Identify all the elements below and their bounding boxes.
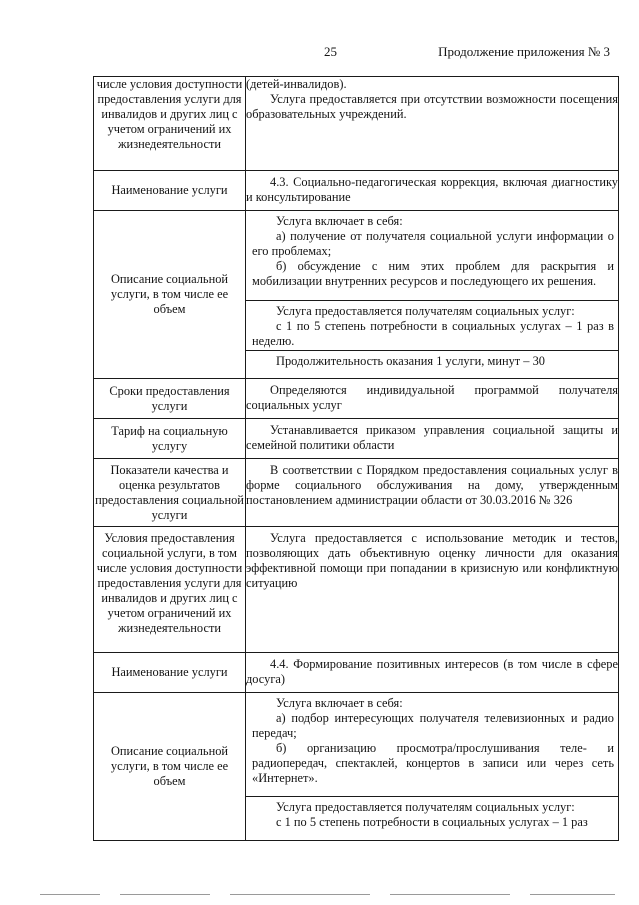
service-name: 4.3. Социально-педагогическая коррекция, включая диагностику и консультирование [246, 175, 618, 204]
description-text: Услуга включает в себя: [276, 214, 403, 228]
service-name: 4.4. Формирование позитивных интересов (в том числе в сфере досуга) [246, 657, 618, 686]
description-text: с 1 по 5 степень потребности в социальных услугах – 1 раз [276, 815, 588, 829]
table-row [94, 459, 619, 527]
row-description [246, 693, 619, 841]
table-row [94, 653, 619, 693]
table-row [94, 211, 619, 379]
description-text: Услуга предоставляется при отсутствии возможности посещения образовательных учреждений. [246, 92, 618, 121]
table-row [94, 527, 619, 653]
row-description [246, 459, 619, 527]
row-label: Условия предоставления социальной услуги, в том числе условия доступности предоставления услуги для инвалидов и других лиц с учетом ограничений их жизнедеятельности [94, 527, 246, 653]
table-row [94, 379, 619, 419]
includes-block [246, 211, 618, 300]
table-row [94, 171, 619, 211]
description-text: Услуга предоставляется получателям социальных услуг: [276, 304, 575, 318]
row-label: числе условия доступности предоставления услуги для инвалидов и других лиц с учетом ограничений их жизнедеятельности [94, 77, 246, 171]
description-text: Услуга предоставляется получателям социальных услуг: [276, 800, 575, 814]
list-item: а) получение от получателя социальной услуги информации о его проблемах; [252, 229, 614, 258]
row-label: Показатели качества и оценка результатов предоставления социальной услуги [94, 459, 246, 527]
row-label: Описание социальной услуги, в том числе ее объем [94, 211, 246, 379]
description-text: Продолжительность оказания 1 услуги, минут – 30 [276, 354, 545, 368]
row-label: Тариф на социальную услугу [94, 419, 246, 459]
table-row [94, 419, 619, 459]
description-text: Услуга включает в себя: [276, 696, 403, 710]
row-label: Наименование услуги [94, 653, 246, 693]
description-text: с 1 по 5 степень потребности в социальных услугах – 1 раз в неделю. [252, 319, 614, 348]
frequency-block [246, 300, 618, 350]
row-description [246, 379, 619, 419]
includes-block [246, 693, 618, 796]
row-description [246, 527, 619, 653]
row-description [246, 419, 619, 459]
list-item: б) обсуждение с ним этих проблем для раскрытия и мобилизации внутренних ресурсов и последующего их решения. [252, 259, 614, 288]
services-table [93, 76, 619, 841]
row-label: Наименование услуги [94, 171, 246, 211]
description-text: Определяются индивидуальной программой получателя социальных услуг [246, 383, 618, 412]
description-text: Устанавливается приказом управления социальной защиты и семейной политики области [246, 423, 618, 452]
row-label: Сроки предоставления услуги [94, 379, 246, 419]
frequency-block [246, 796, 618, 840]
scan-artifact-line [40, 893, 615, 897]
row-label: Описание социальной услуги, в том числе ее объем [94, 693, 246, 841]
list-item: а) подбор интересующих получателя телевизионных и радио передач; [252, 711, 614, 740]
description-text: В соответствии с Порядком предоставления социальных услуг в форме социального обслуживания на дому, утвержденным постановлением администрации области от 30.03.2016 № 326 [246, 463, 618, 507]
page-number: 25 [324, 44, 337, 59]
appendix-continuation-header: Продолжение приложения № 3 [438, 44, 610, 59]
row-description [246, 211, 619, 379]
row-description [246, 171, 619, 211]
duration-block [246, 350, 618, 378]
table-row [94, 77, 619, 171]
description-text: (детей-инвалидов). [246, 77, 347, 91]
row-description [246, 653, 619, 693]
row-description [246, 77, 619, 171]
table-row [94, 693, 619, 841]
list-item: б) организацию просмотра/прослушивания теле- и радиопередач, спектаклей, концертов в записи или через сеть «Интернет». [252, 741, 614, 785]
description-text: Услуга предоставляется с использование методик и тестов, позволяющих дать объективную оценку личности для оказания эффективной помощи при попадании в кризисную или конфликтную ситуацию [246, 531, 618, 590]
